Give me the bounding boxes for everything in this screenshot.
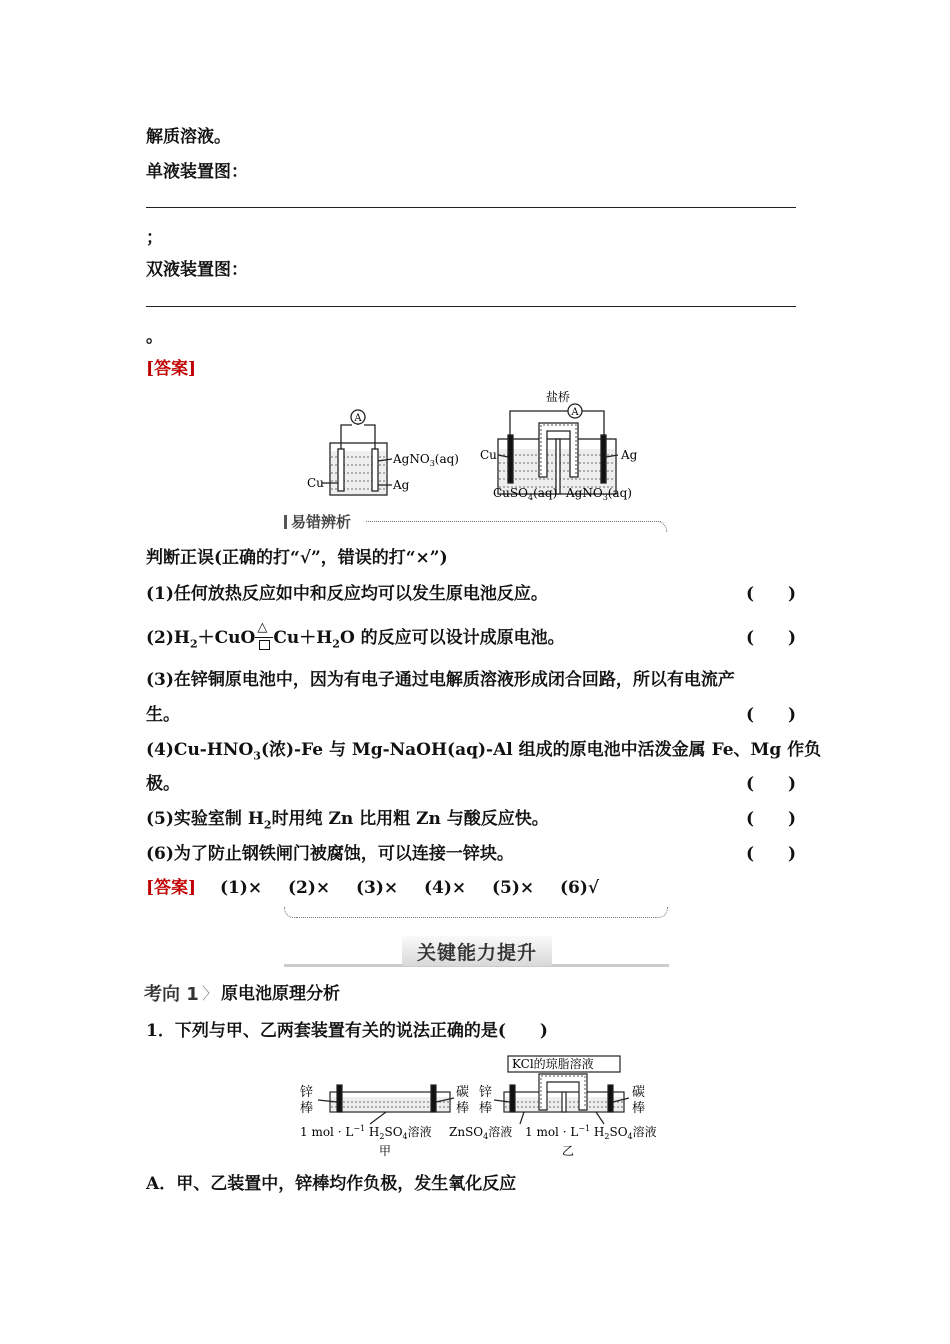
judge-item-5: (5)实验室制 $H_2$时用纯 Zn 比用粗 Zn 与酸反应快。 xyxy=(146,809,549,832)
answer-paren: ( ) xyxy=(746,809,797,829)
zinc-label: 锌 xyxy=(479,1085,493,1100)
dotted-divider xyxy=(366,521,661,522)
answer-blank-line xyxy=(146,207,796,208)
label-jia: 甲 xyxy=(379,1144,392,1158)
double-liquid-cell xyxy=(498,404,618,494)
judge-item-1: (1)任何放热反应如中和反应均可以发生原电池反应。 xyxy=(146,584,548,604)
answer-value: (2)× xyxy=(287,878,331,898)
answer-tag: [答案] xyxy=(146,359,197,379)
answer-paren: ( ) xyxy=(746,844,797,864)
direction-title: 原电池原理分析 xyxy=(221,984,340,1004)
carbon-label: 棒 xyxy=(632,1101,646,1116)
h2so4-label: 1 mol · $L^{-1}$ $H_2SO_4$溶液 xyxy=(300,1124,432,1141)
option-a: A．甲、乙装置中，锌棒均作负极，发生氧化反应 xyxy=(146,1174,517,1194)
judge-item-4: $(4)Cu-HNO_3$(浓)-Fe 与 Mg-NaOH(aq)-Al 组成的原电池中活泼金属 Fe、Mg 作负 xyxy=(146,740,822,763)
agno3-label: AgNO$_3$(aq) xyxy=(566,486,632,502)
judge-item-6: (6)为了防止钢铁闸门被腐蚀，可以连接一锌块。 xyxy=(146,844,514,864)
h2so4-label: 1 mol · $L^{-1}$ $H_2SO_4$溶液 xyxy=(525,1124,657,1141)
section-marker-icon xyxy=(284,515,287,529)
direction-label: 考向 1 xyxy=(144,984,199,1005)
ammeter-icon: A xyxy=(354,413,362,424)
answer-value: (5)× xyxy=(492,878,535,898)
answer-paren: ( ) xyxy=(746,628,797,648)
answer-paren: ( ) xyxy=(746,584,797,604)
zinc-label: 棒 xyxy=(300,1101,314,1116)
solution-label: AgNO$_3$(aq) xyxy=(393,452,459,468)
divider-curl xyxy=(652,521,667,532)
judge-item-3: (3)在锌铜原电池中，因为有电子通过电解质溶液形成闭合回路，所以有电流产 xyxy=(146,670,735,690)
cuso4-label: CuSO$_4$(aq) xyxy=(493,486,558,502)
label-yi: 乙 xyxy=(562,1144,575,1158)
cu-label: Cu xyxy=(307,476,324,490)
answer-tag: [答案] xyxy=(146,878,197,898)
answer-value: (4)× xyxy=(423,878,467,898)
carbon-label: 碳 xyxy=(456,1085,470,1100)
answer-paren: ( ) xyxy=(746,705,797,725)
judge-item-2: $(2)H_2+CuO$ △ $Cu+H_2O$ 的反应可以设计成原电池。 xyxy=(146,620,565,651)
reaction-condition: △ xyxy=(255,627,273,649)
ag-label: Ag xyxy=(393,478,410,492)
zinc-carbon-cell-figure xyxy=(296,1052,666,1160)
carbon-label: 棒 xyxy=(456,1101,470,1116)
judge-item-4-cont: 极。 xyxy=(146,774,180,794)
semicolon: ； xyxy=(146,228,163,248)
carbon-label: 碳 xyxy=(632,1085,646,1100)
zinc-label: 锌 xyxy=(300,1085,314,1100)
single-cell-label: 单液装置图： xyxy=(146,162,248,182)
znso4-label: ZnSO$_4$溶液 xyxy=(449,1125,513,1141)
easy-error-section-header xyxy=(284,514,669,530)
judge-item-3-cont: 生。 xyxy=(146,705,180,725)
judge-heading: 判断正误(正确的打“√”，错误的打“×”) xyxy=(146,548,448,568)
answer-value: (6)√ xyxy=(560,878,600,898)
section-title: 易错辨析 xyxy=(291,513,352,531)
cell-jia xyxy=(318,1085,454,1124)
kcl-agar-label: KCl的琼脂溶液 xyxy=(512,1057,594,1071)
double-cell-label: 双液装置图： xyxy=(146,260,248,280)
cu-label: Cu xyxy=(480,448,497,462)
intro-line: 解质溶液。 xyxy=(146,127,231,147)
answer-paren: ( ) xyxy=(746,774,797,794)
ag-label: Ag xyxy=(621,448,638,462)
brace-icon: 〉 xyxy=(202,984,219,1003)
answer-blank-line xyxy=(146,306,796,307)
galvanic-cell-figure xyxy=(300,385,660,510)
zinc-label: 棒 xyxy=(479,1101,493,1116)
banner-title: 关键能力提升 xyxy=(416,942,537,964)
salt-bridge-label: 盐桥 xyxy=(546,390,571,404)
section-bottom-divider xyxy=(284,907,669,921)
answer-value: (1)× xyxy=(219,878,263,898)
key-ability-banner xyxy=(284,936,669,970)
answer-row xyxy=(146,877,599,899)
ammeter-icon: A xyxy=(571,407,579,418)
period: 。 xyxy=(146,327,163,347)
question-stem: 1．下列与甲、乙两套装置有关的说法正确的是( ) xyxy=(146,1021,548,1041)
answer-value: (3)× xyxy=(355,878,399,898)
